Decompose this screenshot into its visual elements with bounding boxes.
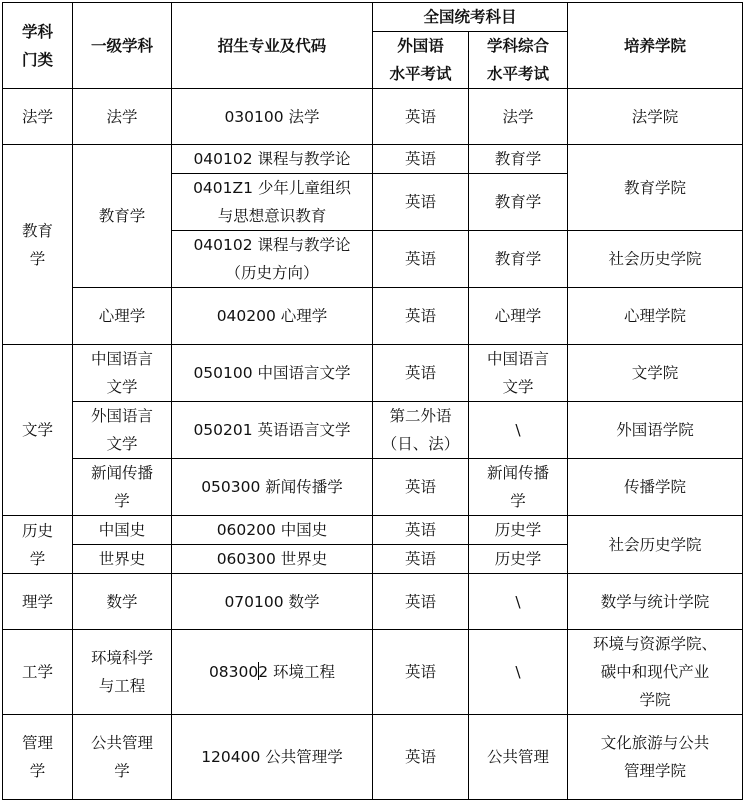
foreign-lang-cell: 英语 (373, 89, 469, 145)
table-row (3, 715, 743, 800)
table-row (3, 516, 743, 545)
first-level-cell: 教育学 (73, 145, 172, 288)
subject-comp-cell: \ (469, 402, 568, 459)
subject-comp-cell: 法学 (469, 89, 568, 145)
first-level-cell: 环境科学 与工程 (73, 630, 172, 715)
foreign-lang-cell: 英语 (373, 545, 469, 574)
table-row (3, 345, 743, 402)
foreign-lang-cell: 英语 (373, 459, 469, 516)
college-cell: 社会历史学院 (568, 231, 743, 288)
table-row (3, 288, 743, 345)
table-row (3, 630, 743, 715)
major-cell: 040102 课程与教学论 (172, 145, 373, 174)
subject-comp-cell: 教育学 (469, 174, 568, 231)
major-cell: 070100 数学 (172, 574, 373, 630)
first-level-cell: 数学 (73, 574, 172, 630)
first-level-cell: 中国语言 文学 (73, 345, 172, 402)
college-cell: 教育学院 (568, 145, 743, 231)
subject-comp-cell: 心理学 (469, 288, 568, 345)
college-cell: 社会历史学院 (568, 516, 743, 574)
header-subject-comp: 学科综合 水平考试 (469, 32, 568, 89)
major-cell: 030100 法学 (172, 89, 373, 145)
table-row (3, 89, 743, 145)
college-cell: 环境与资源学院、 碳中和现代产业 学院 (568, 630, 743, 715)
category-cell: 法学 (3, 89, 73, 145)
table-row (3, 145, 743, 174)
header-major-code: 招生专业及代码 (172, 3, 373, 89)
subject-comp-cell: 公共管理 (469, 715, 568, 800)
header-foreign-lang: 外国语 水平考试 (373, 32, 469, 89)
foreign-lang-cell: 英语 (373, 145, 469, 174)
major-cell: 120400 公共管理学 (172, 715, 373, 800)
major-cell: 060200 中国史 (172, 516, 373, 545)
major-cell: 040102 课程与教学论 （历史方向） (172, 231, 373, 288)
major-cell: 0401Z1 少年儿童组织 与思想意识教育 (172, 174, 373, 231)
foreign-lang-cell: 英语 (373, 630, 469, 715)
foreign-lang-cell: 第二外语 （日、法） (373, 402, 469, 459)
major-cell: 050100 中国语言文学 (172, 345, 373, 402)
foreign-lang-cell: 英语 (373, 288, 469, 345)
category-cell: 教育 学 (3, 145, 73, 345)
category-cell: 文学 (3, 345, 73, 516)
subject-comp-cell: 中国语言 文学 (469, 345, 568, 402)
first-level-cell: 世界史 (73, 545, 172, 574)
header-row-1 (3, 3, 743, 32)
header-college: 培养学院 (568, 3, 743, 89)
foreign-lang-cell: 英语 (373, 231, 469, 288)
major-cell: 040200 心理学 (172, 288, 373, 345)
college-cell: 文化旅游与公共 管理学院 (568, 715, 743, 800)
first-level-cell: 心理学 (73, 288, 172, 345)
header-national-exam: 全国统考科目 (373, 3, 568, 32)
college-cell: 传播学院 (568, 459, 743, 516)
first-level-cell: 中国史 (73, 516, 172, 545)
subject-comp-cell: 教育学 (469, 145, 568, 174)
major-cell: 050300 新闻传播学 (172, 459, 373, 516)
subject-comp-cell: \ (469, 630, 568, 715)
major-name-part: 2 环境工程 (258, 663, 336, 681)
first-level-cell: 法学 (73, 89, 172, 145)
first-level-cell: 新闻传播 学 (73, 459, 172, 516)
header-category: 学科 门类 (3, 3, 73, 89)
subject-comp-cell: 新闻传播 学 (469, 459, 568, 516)
major-cell (172, 630, 373, 715)
foreign-lang-cell: 英语 (373, 516, 469, 545)
college-cell: 法学院 (568, 89, 743, 145)
admissions-table (2, 2, 743, 800)
foreign-lang-cell: 英语 (373, 345, 469, 402)
subject-comp-cell: 教育学 (469, 231, 568, 288)
first-level-cell: 外国语言 文学 (73, 402, 172, 459)
category-cell: 管理 学 (3, 715, 73, 800)
category-cell: 工学 (3, 630, 73, 715)
major-cell: 060300 世界史 (172, 545, 373, 574)
table-row (3, 402, 743, 459)
college-cell: 外国语学院 (568, 402, 743, 459)
category-cell: 历史 学 (3, 516, 73, 574)
foreign-lang-cell: 英语 (373, 174, 469, 231)
college-cell: 文学院 (568, 345, 743, 402)
category-cell: 理学 (3, 574, 73, 630)
table-row (3, 459, 743, 516)
major-cell: 050201 英语语言文学 (172, 402, 373, 459)
subject-comp-cell: 历史学 (469, 516, 568, 545)
first-level-cell: 公共管理 学 (73, 715, 172, 800)
college-cell: 数学与统计学院 (568, 574, 743, 630)
subject-comp-cell: 历史学 (469, 545, 568, 574)
foreign-lang-cell: 英语 (373, 574, 469, 630)
college-cell: 心理学院 (568, 288, 743, 345)
table-row (3, 574, 743, 630)
subject-comp-cell: \ (469, 574, 568, 630)
major-code-part: 08300 (208, 663, 259, 681)
header-first-level: 一级学科 (73, 3, 172, 89)
foreign-lang-cell: 英语 (373, 715, 469, 800)
